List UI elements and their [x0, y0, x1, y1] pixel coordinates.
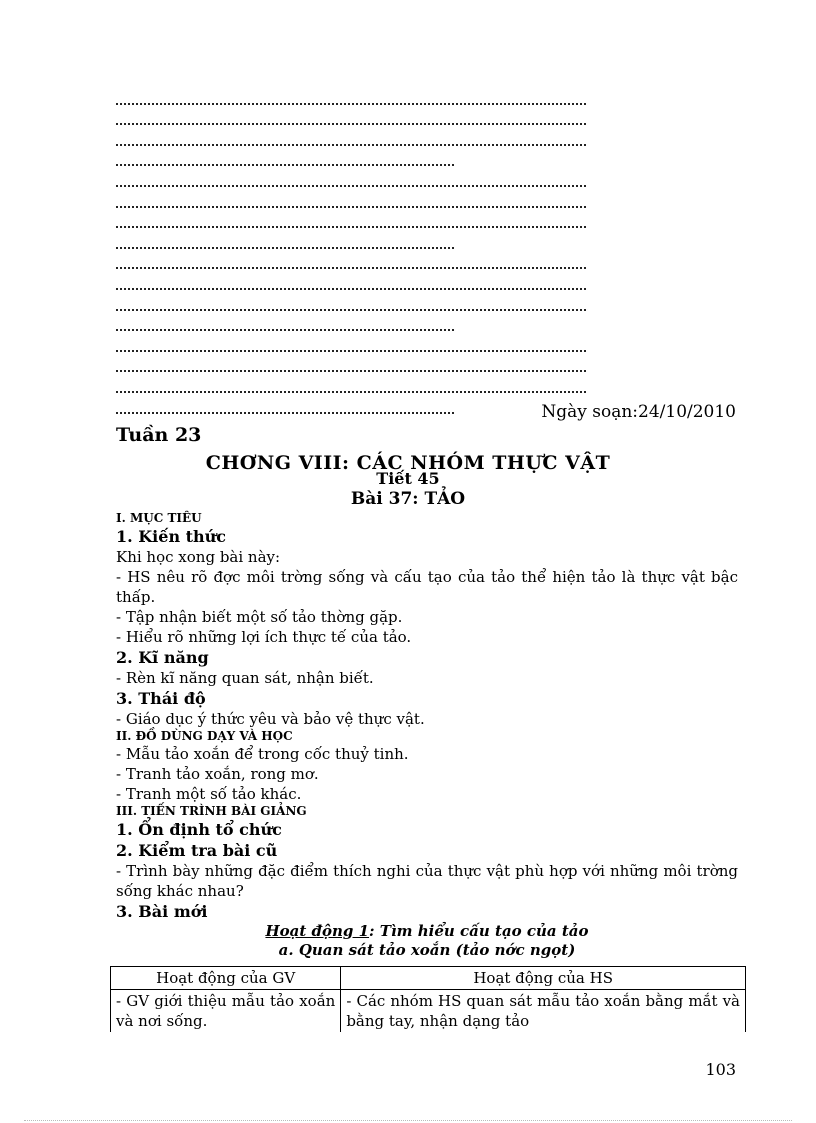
dotted-line [116, 269, 586, 290]
dotted-line [116, 187, 586, 208]
activity-label: Hoạt động 1 [265, 922, 370, 940]
dotted-answer-lines [116, 84, 586, 414]
footer-divider [24, 1120, 792, 1121]
dotted-line [116, 352, 586, 373]
page-number: 103 [705, 1060, 736, 1079]
subsection-heading: 3. Thái độ [116, 689, 206, 708]
table-cell-gv: - GV giới thiệu mẫu tảo xoắn và nơi sống. [111, 990, 341, 1033]
dotted-line [116, 311, 454, 332]
week-label: Tuần 23 [116, 424, 202, 446]
dotted-line [116, 228, 454, 249]
lesson-content [116, 511, 738, 959]
subsection-heading: 3. Bài mới [116, 902, 208, 921]
chapter-title: CHƠNG VIII: CÁC NHÓM THỰC VẬT [205, 452, 611, 474]
dotted-line [116, 331, 586, 352]
dotted-line [116, 208, 586, 229]
table-header-gv: Hoạt động của GV [111, 967, 341, 990]
subsection-heading: 1. Kiến thức [116, 527, 227, 546]
list-item: - Tập nhận biết một số tảo thờng gặp. [116, 608, 403, 626]
section-heading: I. MỤC TIÊU [116, 511, 202, 525]
lesson-title: Bài 37: TẢO [350, 489, 466, 509]
paragraph: Khi học xong bài này: [116, 548, 281, 566]
dotted-line [116, 84, 586, 105]
list-item: - Giáo dục ý thức yêu và bảo vệ thực vật. [116, 710, 425, 728]
activity-title-text: : Tìm hiểu cấu tạo của tảo [369, 922, 589, 940]
dotted-line [116, 105, 586, 126]
subsection-heading: 2. Kĩ năng [116, 648, 209, 667]
dotted-line [116, 125, 586, 146]
dotted-line [116, 249, 586, 270]
activity-title [116, 922, 738, 941]
lesson-number: Tiết 45 [376, 469, 440, 488]
table-cell-hs: - Các nhóm HS quan sát mẫu tảo xoắn bằng mắt và bằng tay, nhận dạng tảo [341, 990, 746, 1033]
dotted-line [116, 146, 454, 167]
list-item: - Mẫu tảo xoắn để trong cốc thuỷ tinh. [116, 745, 409, 763]
table-row [111, 990, 746, 1033]
list-item: - Tranh tảo xoắn, rong mơ. [116, 765, 319, 783]
activity-table [110, 966, 746, 1032]
dotted-line [116, 393, 454, 414]
table-header-hs: Hoạt động của HS [341, 967, 746, 990]
list-item: - Tranh một số tảo khác. [116, 785, 302, 803]
activity-subtitle: a. Quan sát tảo xoắn (tảo nớc ngọt) [278, 941, 576, 959]
dotted-line [116, 166, 586, 187]
section-heading: II. ĐỒ DÙNG DẠY VÀ HỌC [116, 729, 293, 743]
subsection-heading: 2. Kiểm tra bài cũ [116, 841, 278, 860]
dotted-line [116, 290, 586, 311]
subsection-heading: 1. Ổn định tổ chức [116, 820, 282, 839]
section-heading: III. TIẾN TRÌNH BÀI GIẢNG [116, 804, 307, 818]
dotted-line [116, 372, 586, 393]
list-item: - Hiểu rõ những lợi ích thực tế của tảo. [116, 628, 412, 646]
list-item: - Rèn kĩ năng quan sát, nhận biết. [116, 669, 374, 687]
preparation-date: Ngày soạn:24/10/2010 [541, 402, 736, 422]
list-item: - HS nêu rõ đợc môi trờng sống và cấu tạo của tảo thể hiện tảo là thực vật bậc thấp. [116, 568, 738, 606]
table-header-row [111, 967, 746, 990]
list-item: - Trình bày những đặc điểm thích nghi của thực vật phù hợp với những môi trờng sống khác nhau? [116, 862, 738, 900]
